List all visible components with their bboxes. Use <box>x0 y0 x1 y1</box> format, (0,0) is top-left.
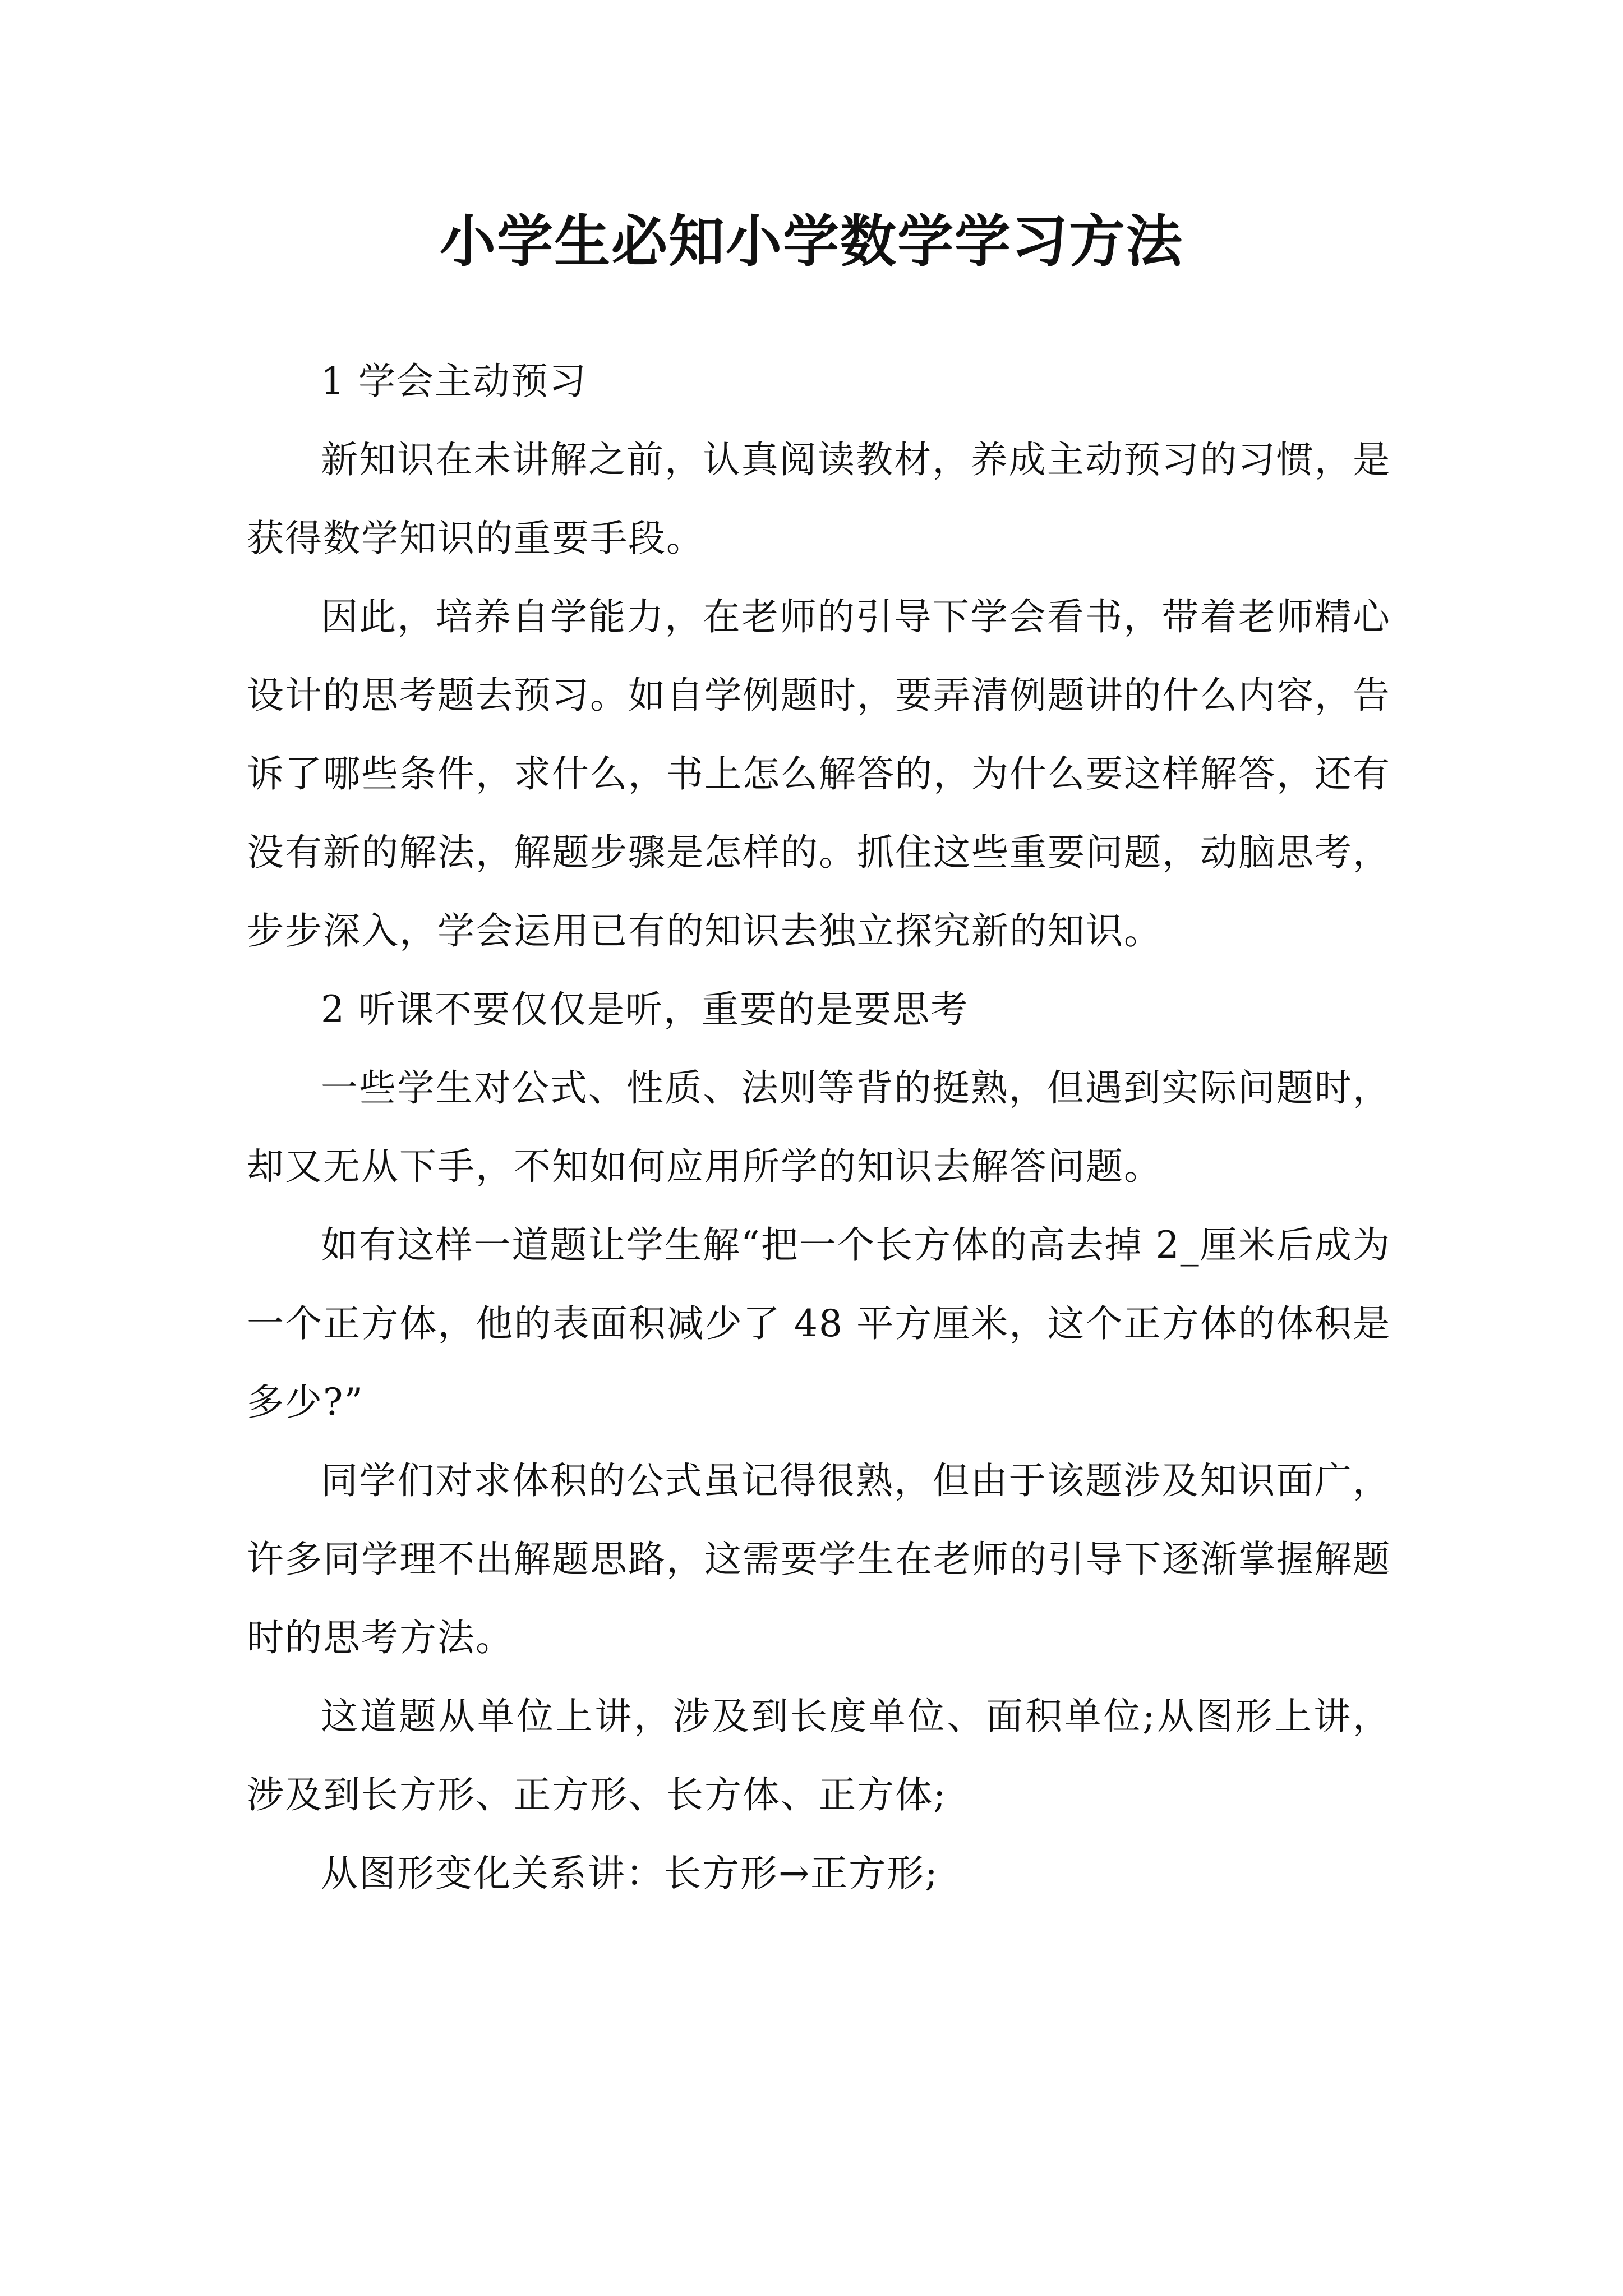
paragraph: 这道题从单位上讲，涉及到长度单位、面积单位;从图形上讲，涉及到长方形、正方形、长方体、正方体; <box>247 1695 1391 1816</box>
paragraph: 同学们对求体积的公式虽记得很熟，但由于该题涉及知识面广，许多同学理不出解题思路，这需要学生在老师的引导下逐渐掌握解题时的思考方法。 <box>247 1459 1391 1659</box>
document-title: 小学生必知小学数学学习方法 <box>440 208 1183 274</box>
section-heading-preview: 1 学会主动预习 <box>321 360 587 403</box>
paragraph: 因此，培养自学能力，在老师的引导下学会看书，带着老师精心设计的思考题去预习。如自学例题时，要弄清例题讲的什么内容，告诉了哪些条件，求什么，书上怎么解答的，为什么要这样解答，还有没有新的解法，解题步骤是怎样的。抓住这些重要问题，动脑思考，步步深入，学会运用已有的知识去独立探究新的知识。 <box>247 595 1391 953</box>
paragraph: 一些学生对公式、性质、法则等背的挺熟，但遇到实际问题时，却又无从下手，不知如何应用所学的知识去解答问题。 <box>247 1066 1391 1188</box>
section-heading-listening: 2 听课不要仅仅是听，重要的是要思考 <box>321 988 969 1031</box>
document-body <box>247 342 1391 1913</box>
paragraph: 如有这样一道题让学生解“把一个长方体的高去掉 2_厘米后成为一个正方体，他的表面积减少了 48 平方厘米，这个正方体的体积是多少?” <box>247 1223 1391 1424</box>
paragraph: 新知识在未讲解之前，认真阅读教材，养成主动预习的习惯，是获得数学知识的重要手段。 <box>247 438 1391 560</box>
paragraph: 从图形变化关系讲：长方形→正方形; <box>321 1852 939 1895</box>
